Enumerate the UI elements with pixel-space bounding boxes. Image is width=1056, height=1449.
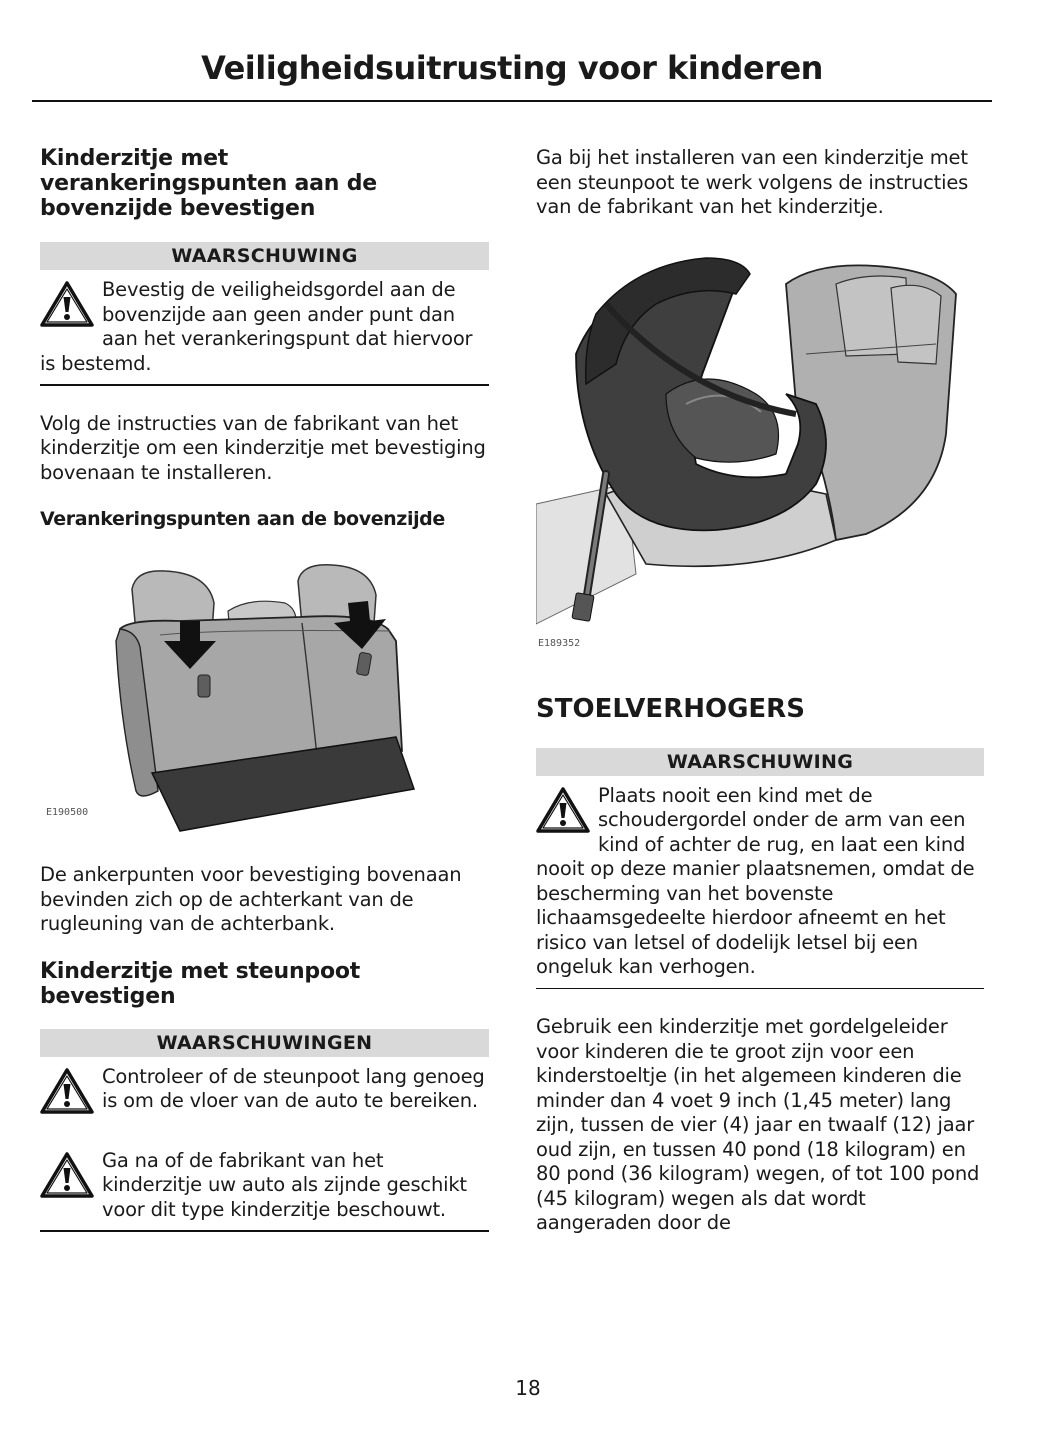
title-divider [32,100,992,102]
warning-text: Ga na of de fabrikant van het kinderzitje uw auto als zijnde geschikt voor dit type kinderzitje beschouwt. [102,1148,467,1221]
rear-seat-illustration [40,551,489,851]
warning-triangle-icon [40,1151,94,1199]
warning-bar: WAARSCHUWING [536,748,984,776]
warning-text: Controleer of de steunpoot lang genoeg is om de vloer van de auto te bereiken. [102,1064,485,1112]
support-leg-seat-illustration [536,244,984,664]
left-column [40,146,489,1232]
warning-triangle-icon [536,786,590,834]
warning-text: Bevestig de veiligheidsgordel aan de bovenzijde aan geen ander punt dan aan het verankeringspunt dat hiervoor is bestemd. [40,278,473,375]
warning-divider [40,1230,489,1232]
warning-text: Plaats nooit een kind met de schoudergordel onder de arm van een kind of achter de rug, en laat een kind nooit op deze manier plaatsnemen, omdat de bescherming van het bovenste lichaamsgedeelte hierdoor afneemt en het risico van letsel of dodelijk letsel bij een ongeluk kan verhogen. [536,783,975,978]
section-heading-top-tether: Kinderzitje met verankeringspunten aan de bovenzijde bevestigen [40,146,377,221]
paragraph-support-leg-intro: Ga bij het installeren van een kinderzitje met een steunpoot te werk volgens de instructies van de fabrikant van het kinderzitje. [536,146,969,218]
warnings-bar: WAARSCHUWINGEN [40,1029,489,1057]
warning-triangle-icon [40,280,94,328]
warning-item [40,1149,489,1223]
right-column [536,146,984,1236]
subheading-anchor-points: Verankeringspunten aan de bovenzijde [40,508,445,530]
page-title: Veiligheidsuitrusting voor kinderen [201,49,823,87]
section-heading-booster-seats: STOELVERHOGERS [536,693,805,724]
figure-id: E189352 [538,637,581,649]
warning-triangle-icon [40,1067,94,1115]
figure-id: E190500 [46,807,89,818]
warning-item [40,278,489,376]
paragraph-booster-guidance: Gebruik een kinderzitje met gordelgeleider voor kinderen die te groot zijn voor een kinderstoeltje (in het algemeen kinderen die minder dan 4 voet 9 inch (1,45 meter) lang zijn, tussen de vier (4) jaar en twaalf (12) jaar oud zijn, en tussen 40 pond (18 kilogram) en 80 pond (36 kilogram) wegen, of tot 100 pond (45 kilogram) wegen als dat wordt aangeraden door de [536,1015,980,1234]
warning-item [536,784,984,980]
page-number: 18 [515,1376,541,1400]
paragraph-anchor-location: De ankerpunten voor bevestiging bovenaan bevinden zich op de achterkant van de rugleuning van de achterbank. [40,863,462,935]
paragraph-instructions: Volg de instructies van de fabrikant van het kinderzitje om een kinderzitje met bevestiging bovenaan te installeren. [40,411,486,484]
figure-rear-seat [40,551,489,851]
warning-item [40,1065,489,1137]
figure-support-leg-seat [536,244,984,664]
warning-divider [40,384,489,386]
warning-divider [536,988,984,990]
warning-bar: WAARSCHUWING [40,242,489,270]
section-heading-support-leg: Kinderzitje met steunpoot bevestigen [40,958,361,1009]
